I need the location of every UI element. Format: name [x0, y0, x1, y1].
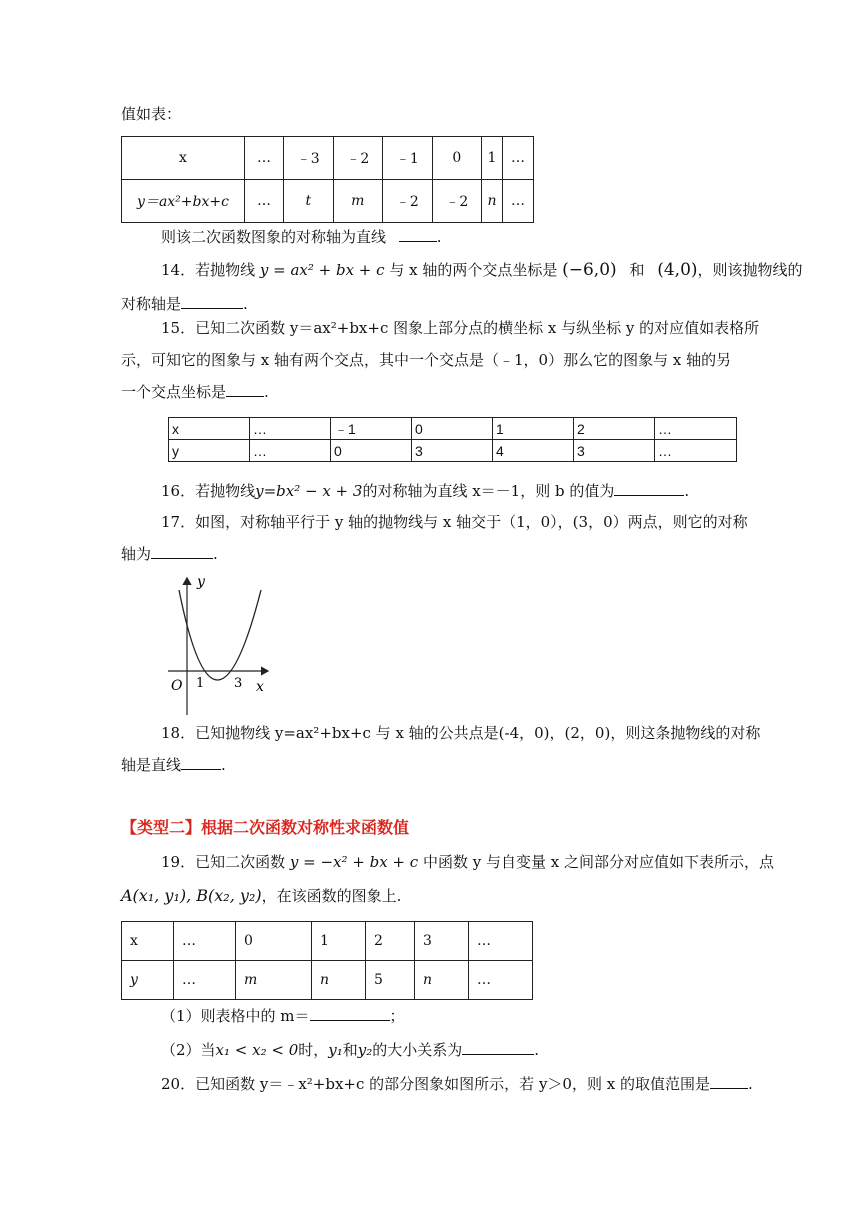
table-row	[169, 418, 737, 440]
table-cell: ﹣2	[432, 180, 482, 223]
intro-text: 值如表：	[121, 105, 182, 123]
table-cell: y＝ax²+bx+c	[122, 180, 245, 223]
table-cell: 2	[574, 418, 655, 440]
y-axis-label: y	[197, 574, 205, 590]
q15-text: 一个交点坐标是	[121, 383, 227, 401]
q18-text: 轴是直线	[121, 756, 182, 774]
answer-blank[interactable]	[181, 755, 221, 770]
q19-2-text: 和	[342, 1041, 358, 1059]
table-cell: 1	[493, 418, 574, 440]
answer-blank[interactable]	[614, 481, 684, 496]
parabola-curve	[179, 590, 261, 680]
q19-formula: y = −x² + bx + c	[289, 853, 419, 871]
q19-text: 19．已知二次函数	[161, 853, 286, 871]
question-19-cont	[121, 886, 401, 906]
tick-label-3: 3	[234, 676, 243, 691]
q19-points: A(x₁, y₁), B(x₂, y₂)	[121, 886, 262, 905]
q17-line-1: 17．如图，对称轴平行于 y 轴的抛物线与 x 轴交于（1，0），(3，0）两点，则它的对称	[161, 513, 748, 531]
question-19-part-1: （1）则表格中的 m＝ ；	[161, 1007, 405, 1025]
table-cell: …	[655, 418, 737, 440]
table-cell: 5	[366, 961, 415, 1000]
q14-text: 对称轴是	[121, 295, 182, 313]
table-cell: …	[250, 440, 331, 462]
table-cell: ﹣2	[333, 137, 383, 180]
table-cell: x	[122, 922, 174, 961]
value-table-1	[121, 136, 534, 223]
table-cell: …	[174, 922, 236, 961]
answer-blank[interactable]	[399, 227, 437, 242]
q15-line-1: 15．已知二次函数 y＝ax²+bx+c 图象上部分点的横坐标 x 与纵坐标 y 的对应值如表格所	[161, 319, 760, 337]
answer-blank[interactable]	[710, 1074, 748, 1089]
q14-text: 与 x 轴的两个交点坐标是	[389, 261, 558, 279]
parabola-graph	[160, 570, 280, 720]
table-cell: …	[469, 922, 533, 961]
q19-text: 中函数 y 与自变量 x 之间部分对应值如下表所示，点	[422, 853, 774, 871]
table-row	[122, 961, 533, 1000]
table-cell: 2	[366, 922, 415, 961]
q14-point-1: (−6,0)	[562, 260, 617, 280]
question-16: 16．若抛物线y=bx² − x + 3的对称轴为直线 x＝－1，则 b 的值为 .	[161, 482, 690, 500]
q19-2-text: （2）当	[161, 1041, 216, 1059]
q19-2-condition: x₁ < x₂ < 0	[215, 1041, 299, 1059]
table-cell: m	[333, 180, 383, 223]
question-14	[161, 260, 803, 280]
table-cell: 1	[312, 922, 366, 961]
q16-text: 的对称轴为直线 x＝－1，则 b 的值为	[362, 482, 615, 500]
table-cell: …	[245, 180, 284, 223]
q18-line-2: 轴是直线 .	[121, 756, 226, 774]
answer-blank[interactable]	[462, 1040, 534, 1055]
q13-tail: 则该二次函数图象的对称轴为直线 .	[161, 228, 442, 246]
q19-2-text: 时，	[298, 1041, 329, 1059]
tick-label-1: 1	[196, 676, 205, 691]
q14-text: 和	[629, 261, 645, 279]
q14-point-2: (4,0)	[657, 260, 698, 280]
q19-2-text: 的大小关系为	[372, 1041, 463, 1059]
table-cell: 0	[412, 418, 493, 440]
table-cell: n	[415, 961, 469, 1000]
q19-1-text: （1）则表格中的 m＝	[161, 1007, 310, 1025]
table-cell: 3	[415, 922, 469, 961]
origin-label: O	[171, 678, 183, 694]
table-cell: …	[469, 961, 533, 1000]
q19-2-y1: y₁	[328, 1041, 343, 1059]
table-cell: 3	[412, 440, 493, 462]
table-cell: ﹣2	[383, 180, 433, 223]
table-cell: …	[502, 137, 533, 180]
table-row	[122, 137, 534, 180]
table-cell: 3	[574, 440, 655, 462]
q16-formula: y=bx² − x + 3	[255, 482, 363, 500]
table-cell: ﹣3	[284, 137, 334, 180]
table-cell: ﹣1	[383, 137, 433, 180]
question-20: 20．已知函数 y＝﹣x²+bx+c 的部分图象如图所示，若 y＞0，则 x 的取值范围是 .	[161, 1075, 753, 1093]
answer-blank[interactable]	[310, 1006, 390, 1021]
x-axis-label: x	[256, 679, 264, 695]
table-cell: x	[169, 418, 250, 440]
table-cell: 4	[493, 440, 574, 462]
question-19-part-2: （2）当x₁ < x₂ < 0时，y₁和y₂的大小关系为 .	[161, 1041, 540, 1059]
q20-text: 20．已知函数 y＝﹣x²+bx+c 的部分图象如图所示，若 y＞0，则 x 的取值范围是	[161, 1075, 710, 1093]
table-cell: 0	[331, 440, 412, 462]
table-cell: y	[169, 440, 250, 462]
value-table-2	[168, 417, 737, 462]
table-cell: m	[236, 961, 312, 1000]
value-table-3	[121, 921, 533, 1000]
table-cell: t	[284, 180, 334, 223]
answer-blank[interactable]	[181, 294, 243, 309]
table-row	[169, 440, 737, 462]
table-cell: n	[312, 961, 366, 1000]
table-cell: …	[245, 137, 284, 180]
table-row	[122, 922, 533, 961]
answer-blank[interactable]	[151, 544, 213, 559]
table-cell: n	[482, 180, 503, 223]
table-cell: 0	[432, 137, 482, 180]
answer-blank[interactable]	[226, 382, 264, 397]
table-cell: ﹣1	[331, 418, 412, 440]
q14-formula: y = ax² + bx + c	[259, 261, 385, 279]
table-cell: …	[502, 180, 533, 223]
q17-line-2: 轴为 .	[121, 545, 218, 563]
q16-text: 16．若抛物线	[161, 482, 256, 500]
table-cell: 1	[482, 137, 503, 180]
table-cell: …	[655, 440, 737, 462]
table-cell: 0	[236, 922, 312, 961]
table-row	[122, 180, 534, 223]
table-cell: …	[250, 418, 331, 440]
table-cell: y	[122, 961, 174, 1000]
q18-line-1: 18．已知抛物线 y=ax²+bx+c 与 x 轴的公共点是(-4，0)，(2，0)，则这条抛物线的对称	[161, 724, 761, 742]
table-cell: x	[122, 137, 245, 180]
q15-line-2: 示，可知它的图象与 x 轴有两个交点，其中一个交点是（﹣1，0）那么它的图象与 x 轴的另	[121, 351, 732, 369]
q14-text: ，则该抛物线的	[697, 261, 803, 279]
section-heading: 【类型二】根据二次函数对称性求函数值	[121, 818, 410, 837]
question-19	[161, 852, 774, 872]
q15-line-3: 一个交点坐标是 .	[121, 383, 269, 401]
q14-text: 14．若抛物线	[161, 261, 256, 279]
q19-text: ，在该函数的图象上.	[261, 887, 402, 905]
q17-text: 轴为	[121, 545, 152, 563]
table-cell: …	[174, 961, 236, 1000]
q19-2-y2: y₂	[357, 1041, 373, 1059]
q13-text: 则该二次函数图象的对称轴为直线	[161, 228, 387, 246]
question-14-cont: 对称轴是 .	[121, 295, 248, 313]
